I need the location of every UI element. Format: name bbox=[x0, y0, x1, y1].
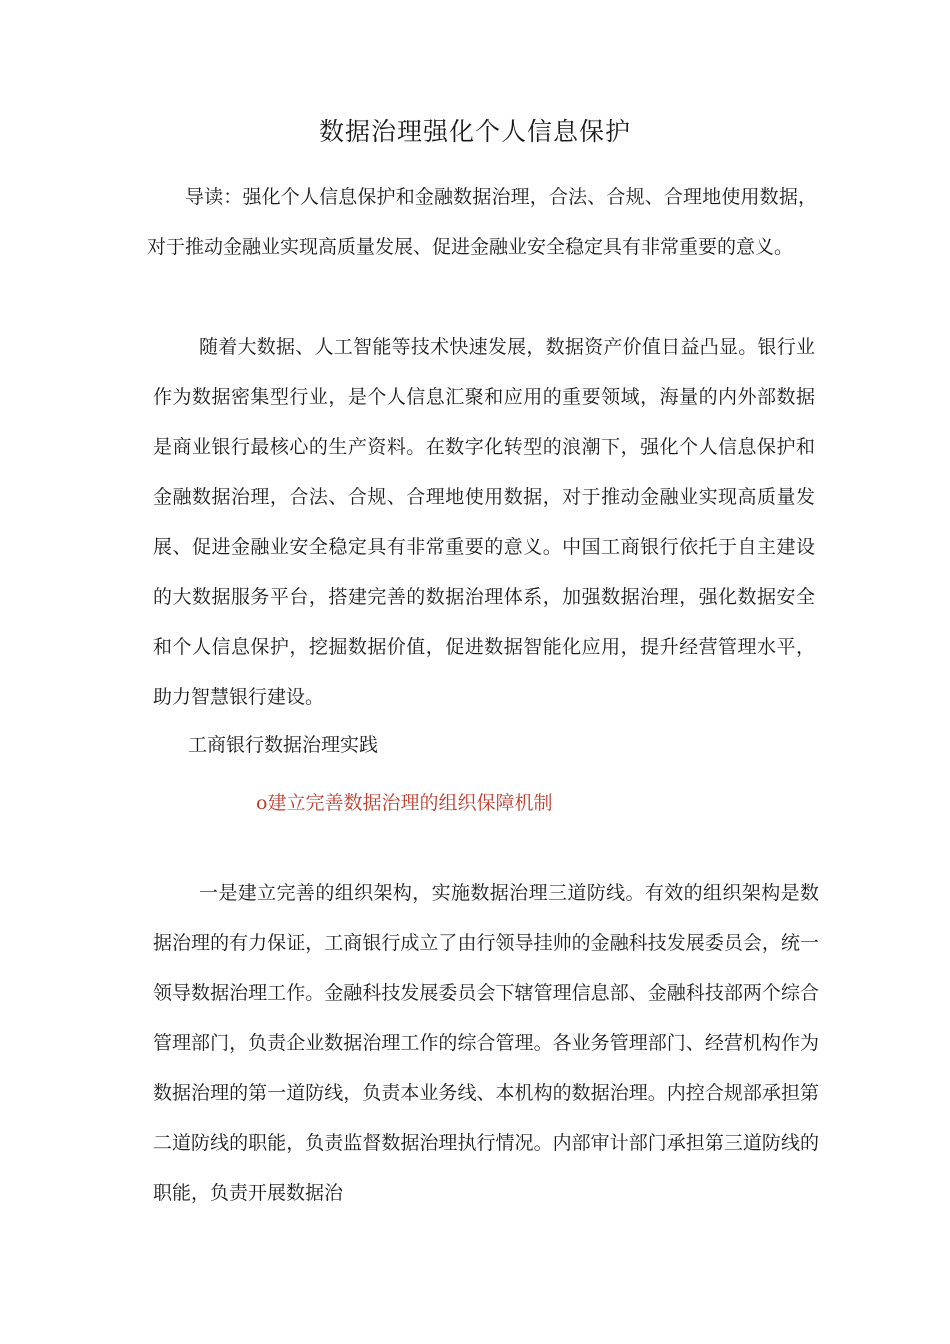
body-paragraph-2: 一是建立完善的组织架构，实施数据治理三道防线。有效的组织架构是数据治理的有力保证，工商银行成立了由行领导挂帅的金融科技发展委员会，统一领导数据治理工作。金融科技发展委员会下辖管理信息部、金融科技部两个综合管理部门，负责企业数据治理工作的综合管理。各业务管理部门、经营机构作为数据治理的第一道防线，负责本业务线、本机构的数据治理。内控合规部承担第二道防线的职能，负责监督数据治理执行情况。内部审计部门承担第三道防线的职能，负责开展数据治 bbox=[153, 882, 819, 1204]
section-heading: 工商银行数据治理实践 bbox=[188, 734, 379, 756]
body-paragraph-1: 随着大数据、人工智能等技术快速发展，数据资产价值日益凸显。银行业作为数据密集型行业，是个人信息汇聚和应用的重要领域，海量的内外部数据是商业银行最核心的生产资料。在数字化转型的浪潮下，强化个人信息保护和金融数据治理，合法、合规、合理地使用数据，对于推动金融业实现高质量发展、促进金融业安全稳定具有非常重要的意义。中国工商银行依托于自主建设的大数据服务平台，搭建完善的数据治理体系，加强数据治理，强化数据安全和个人信息保护，挖掘数据价值，促进数据智能化应用，提升经营管理水平，助力智慧银行建设。 bbox=[153, 336, 815, 708]
intro-paragraph: 导读：强化个人信息保护和金融数据治理，合法、合规、合理地使用数据，对于推动金融业实现高质量发展、促进金融业安全稳定具有非常重要的意义。 bbox=[147, 186, 817, 258]
document-title: 数据治理强化个人信息保护 bbox=[318, 117, 631, 146]
subsection-heading: o建立完善数据治理的组织保障机制 bbox=[256, 792, 553, 814]
